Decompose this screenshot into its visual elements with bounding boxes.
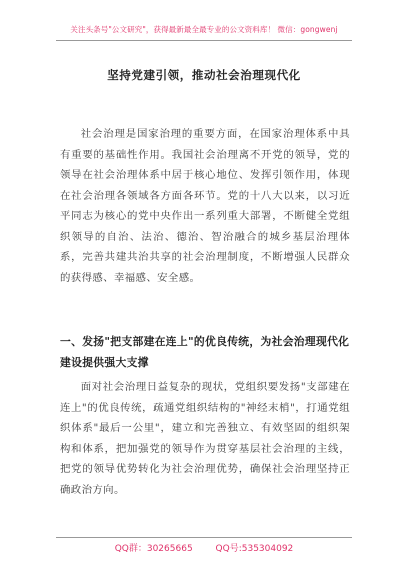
footer-qq-number: QQ号:535304092 [215, 544, 294, 554]
section-one-body [60, 377, 350, 500]
section-paragraph: 面对社会治理日益复杂的现状，党组织要发扬"支部建在连上"的优良传统，疏通党组织结构的"神经末梢"，打通党组织体系"最后一公里"，建立和完善独立、有效坚固的组织架构和体系，把加强党的领导作为贯穿基层社会治理的主线，把党的领导优势转化为社会治理优势，确保社会治理坚持正确政治方向。 [60, 381, 350, 496]
document-title: 坚持党建引领，推动社会治理现代化 [107, 68, 301, 82]
footer-divider [56, 537, 352, 538]
document-body [60, 124, 350, 288]
header-promo-note: 关注头条号"公文研究"，获得最新最全最专业的公文资料库！ 微信：gongwenj [70, 25, 338, 34]
section-heading: 一、发扬"把支部建在连上"的优良传统，为社会治理现代化建设提供强大支撑 [60, 335, 350, 369]
header-divider [56, 40, 352, 41]
footer-qq-group: QQ群：30265665 [114, 544, 193, 554]
footer-contact [0, 541, 408, 554]
section-one [60, 331, 350, 373]
intro-paragraph: 社会治理是国家治理的重要方面，在国家治理体系中具有重要的基础性作用。我国社会治理离不开党的领导，党的领导在社会治理体系中居于核心地位、发挥引领作用，体现在社会治理各领域各方面各环节。党的十八大以来，以习近平同志为核心的党中央作出一系列重大部署，不断健全党组织领导的自治、法治、德治、智治融合的城乡基层治理体系，完善共建共治共享的社会治理制度，不断增强人民群众的获得感、幸福感、安全感。 [60, 128, 350, 284]
